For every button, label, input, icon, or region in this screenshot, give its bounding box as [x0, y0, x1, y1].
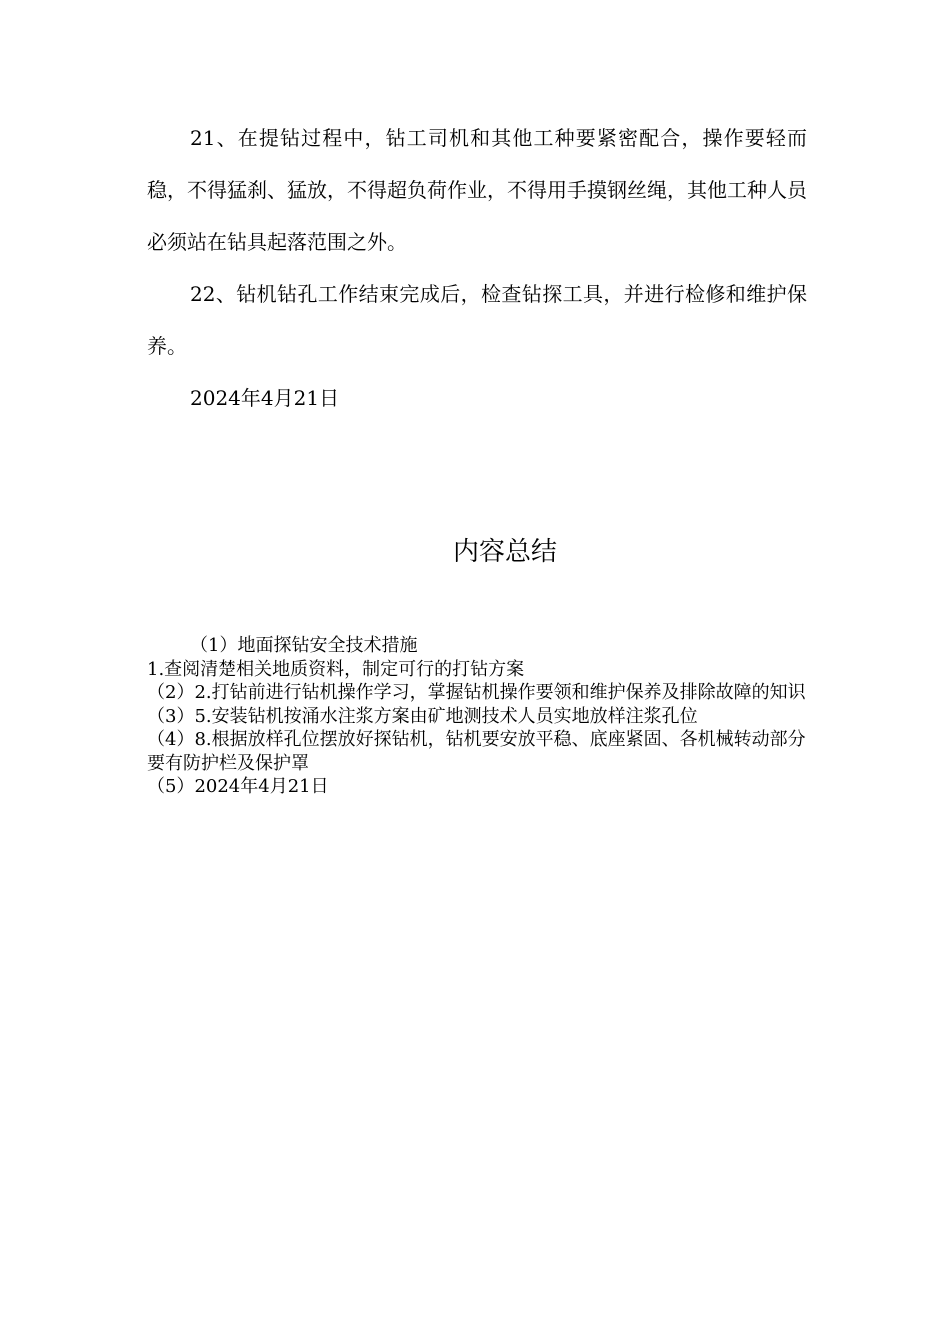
summary-line: （2）2.打钻前进行钻机操作学习，掌握钻机操作要领和维护保养及排除故障的知识 — [147, 682, 806, 703]
summary-line: 1.查阅清楚相关地质资料，制定可行的打钻方案 — [147, 658, 525, 680]
summary-line: （5）2024年4月21日 — [147, 776, 329, 797]
summary-line: （3）5.安装钻机按涌水注浆方案由矿地测技术人员实地放样注浆孔位 — [147, 705, 698, 727]
summary-title: 内容总结 — [452, 537, 557, 567]
summary-line: （4）8.根据放样孔位摆放好探钻机，钻机要安放平稳、底座紧固、各机械转动部分要有防护栏及保护罩 — [147, 729, 806, 774]
paragraph-22: 22、钻机钻孔工作结束完成后，检查钻探工具，并进行检修和维护保养。 — [147, 282, 807, 358]
document-date: 2024年4月21日 — [190, 386, 340, 410]
summary-section — [147, 634, 807, 799]
summary-line: （1）地面探钻安全技术措施 — [190, 635, 418, 656]
document-body — [147, 112, 807, 424]
paragraph-21: 21、在提钻过程中，钻工司机和其他工种要紧密配合，操作要轻而稳，不得猛刹、猛放，不得超负荷作业，不得用手摸钢丝绳，其他工种人员必须站在钻具起落范围之外。 — [147, 126, 807, 254]
